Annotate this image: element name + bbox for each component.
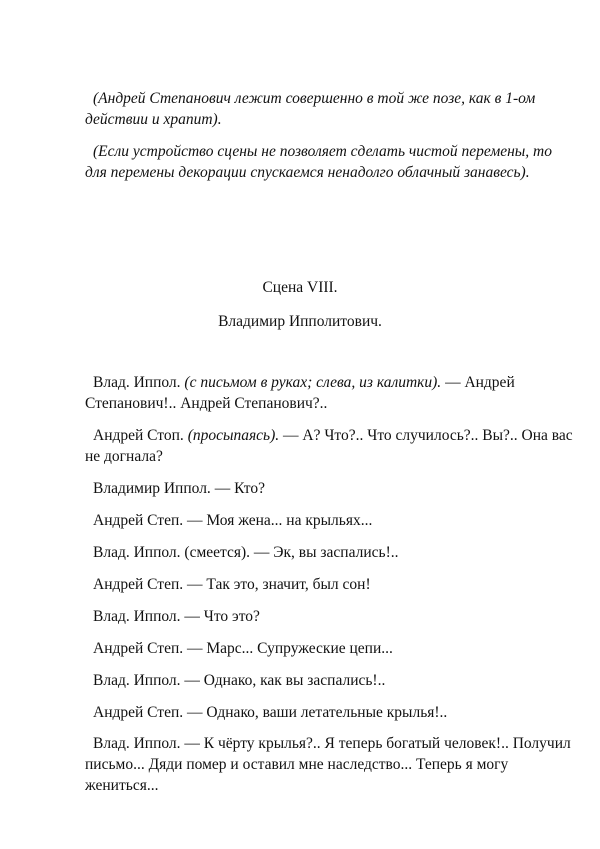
stage-direction: (Если устройство сцены не позволяет сделать чистой перемены, то для перемены декорации спускаемся ненадолго облачный занавесь). bbox=[85, 143, 552, 181]
stage-remark: (с письмом в руках; слева, из калитки). bbox=[184, 374, 442, 391]
speaker: Андрей Степ. bbox=[93, 512, 184, 529]
dialogue-line bbox=[85, 670, 575, 691]
dialogue-line bbox=[85, 510, 575, 531]
speech: — К чёрту крылья?.. Я теперь богатый человек!.. Получил письмо... Дяди помер и оставил мне наследство... Теперь я могу жениться... bbox=[85, 735, 571, 794]
speech: — Моя жена... на крыльях... bbox=[187, 512, 373, 529]
stage-direction: (Андрей Степанович лежит совершенно в той же позе, как в 1-ом действии и храпит). bbox=[85, 90, 536, 128]
speech: — Андрей Степанович!.. Андрей Степанович?.. bbox=[85, 374, 515, 412]
scene-title: Сцена VIII. bbox=[262, 279, 338, 296]
speaker: Андрей Степ. bbox=[93, 704, 184, 721]
speaker: Влад. Иппол. bbox=[93, 672, 181, 689]
speech: — Марс... Супружеские цепи... bbox=[187, 640, 393, 657]
speech: — Так это, значит, был сон! bbox=[187, 576, 371, 593]
speaker: Влад. Иппол. bbox=[93, 735, 181, 752]
stage-remark: (просыпаясь). bbox=[187, 427, 280, 444]
dialogue-line bbox=[85, 425, 575, 467]
speaker: Андрей Степ. bbox=[93, 576, 184, 593]
dialogue-line bbox=[85, 606, 575, 627]
dialogue-line bbox=[85, 542, 575, 563]
speech: — Кто? bbox=[214, 480, 266, 497]
scene-character: Владимир Ипполитович. bbox=[218, 313, 382, 330]
speaker: Андрей Степ. bbox=[93, 640, 184, 657]
speaker: Влад. Иппол. bbox=[93, 374, 181, 391]
dialogue-line bbox=[85, 478, 575, 499]
speech: — Однако, ваши летательные крылья!.. bbox=[187, 704, 448, 721]
speech: — Эк, вы заспались!.. bbox=[253, 544, 399, 561]
speaker: Влад. Иппол. (смеется). bbox=[93, 544, 251, 561]
dialogue-line bbox=[85, 702, 575, 723]
speech: — Однако, как вы заспались!.. bbox=[184, 672, 386, 689]
speaker: Влад. Иппол. bbox=[93, 608, 181, 625]
dialogue-line bbox=[85, 638, 575, 659]
dialogue-line bbox=[85, 733, 575, 796]
speaker: Владимир Иппол. bbox=[93, 480, 211, 497]
speech: — А? Что?.. Что случилось?.. Вы?.. Она вас не догнала? bbox=[85, 427, 573, 465]
dialogue-line bbox=[85, 372, 575, 414]
speaker: Андрей Стоп. bbox=[93, 427, 184, 444]
dialogue-line bbox=[85, 574, 575, 595]
speech: — Что это? bbox=[184, 608, 260, 625]
